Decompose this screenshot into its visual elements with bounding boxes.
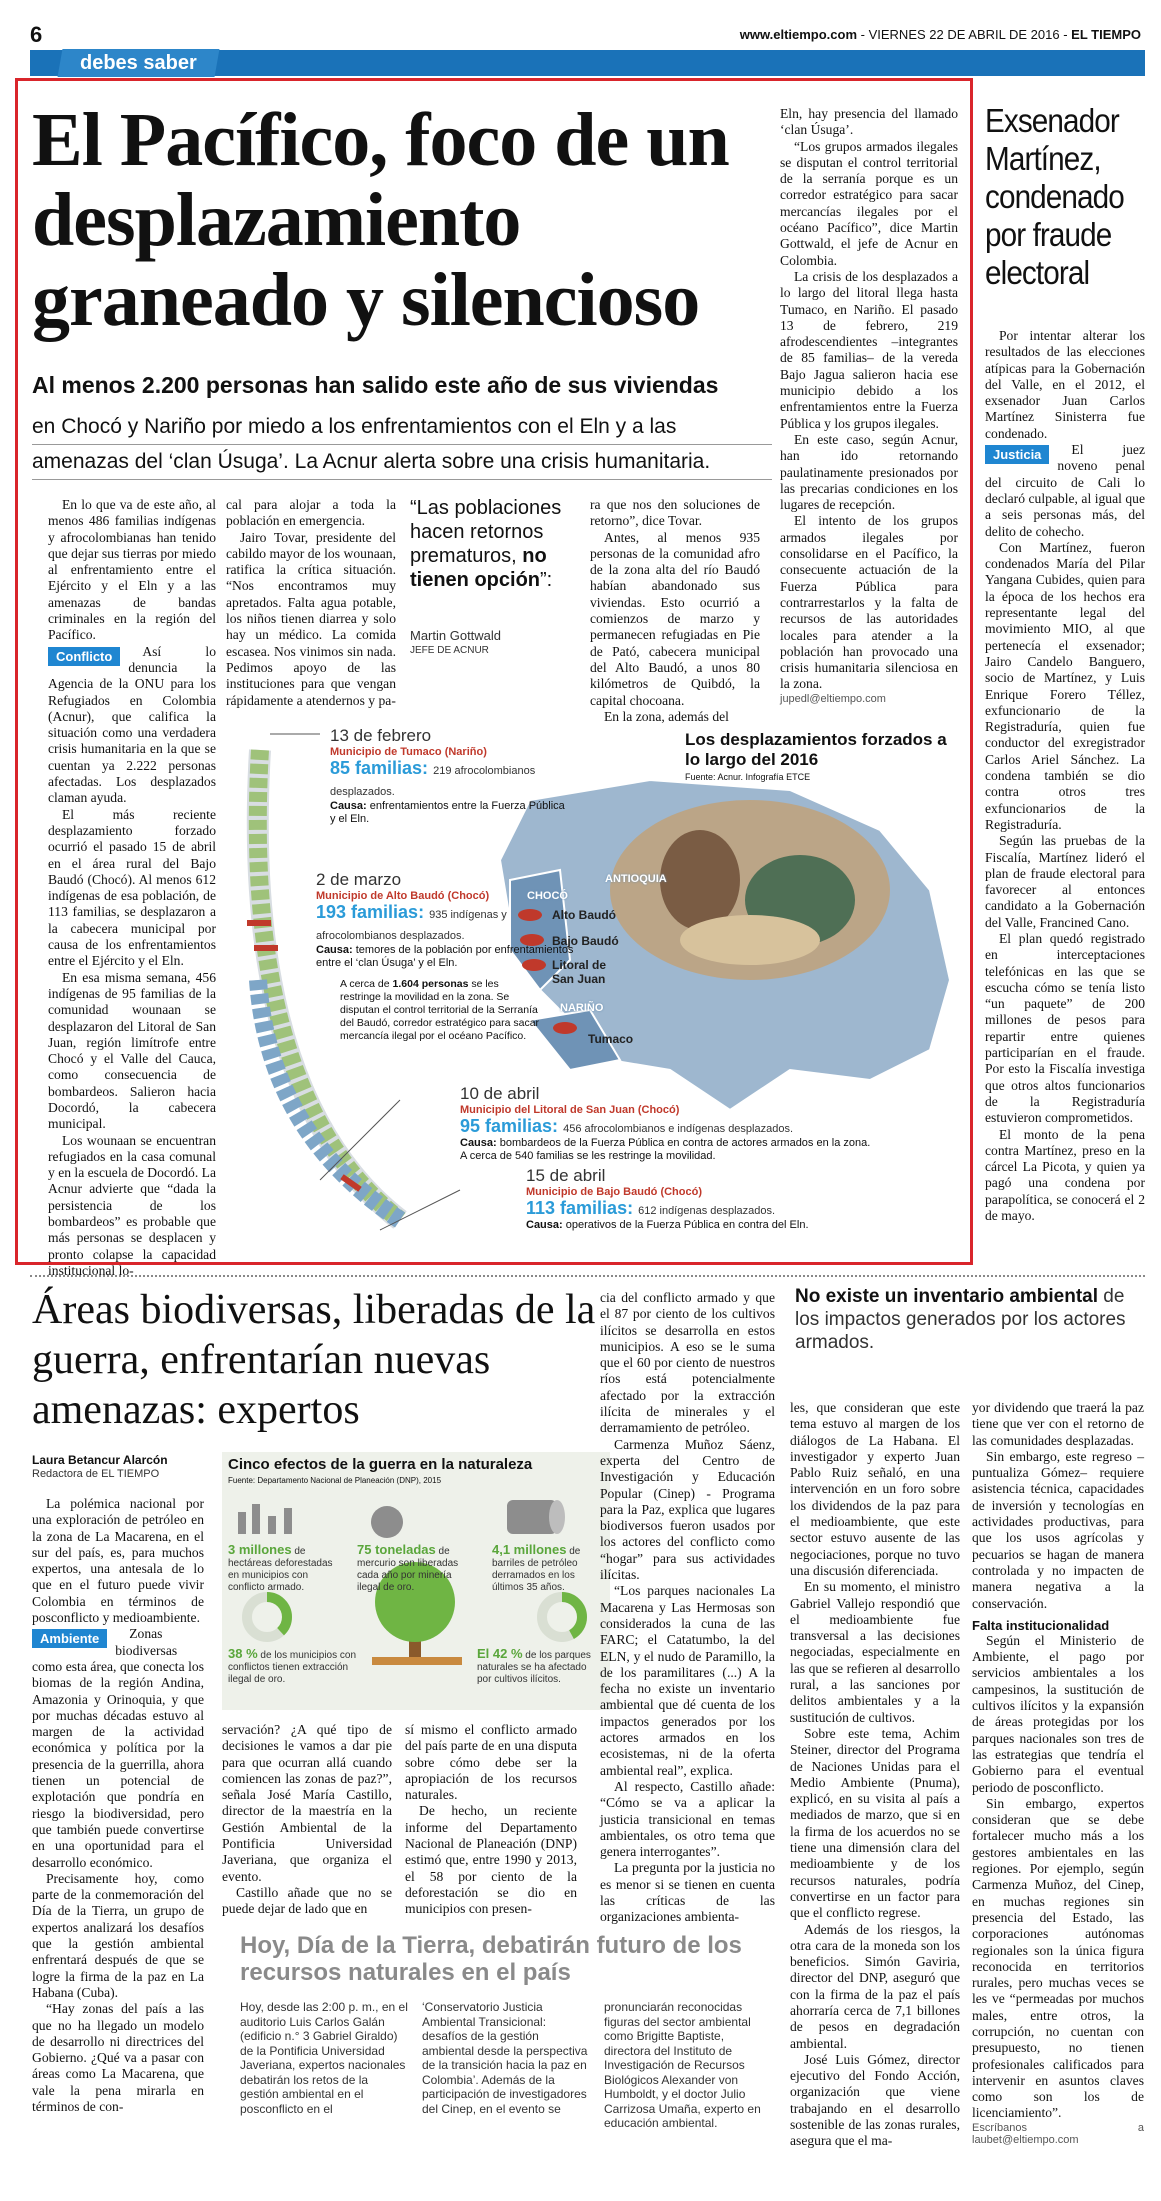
main-col-1: En lo que va de este año, al menos 486 familias indígenas y afrocolombianas han tenido que dejar sus tierras por miedo al enfrentamiento entre el Ejército y el Eln y a las amenazas de bandas criminales en la región del Pacífico. Conflicto Así lo denuncia la Agencia de la ONU para los Refugiados en Colombia (Acnur), que califica la situación como una verdadera crisis humanitaria en la que se cuentan ya 2.222 personas afectadas. Los desplazados claman ayuda. El más reciente desplazamiento forzado ocurrió el pasado 15 de abril en el área rural del Bajo Baudó (Chocó). Al menos 612 indígenas de esa población, de 113 familias, se desplazaron a la cabecera municipal por causa de los enfrentamientos entre el Ejército y el Eln. En esa misma semana, 456 indígenas de 95 familias de la comunidad wounaan se desplazaron del Litoral de San Juan, región limítrofe entre Chocó y el Valle del Cauca, como consecuencia de bombardeos. Salieron hacia Docordó, la cabecera municipal. Los wounaan se encuentran refugiados en la casa comunal y en la escuela de Docordó. La Acnur advierte que “dada la persistencia de los bombardeos” es probable que más personas se desplacen y pronto colapse la capacidad institucional lo- [48, 497, 216, 1278]
main-col-4: Eln, hay presencia del llamado ‘clan Úsuga’. “Los grupos armados ilegales se disputan el control territorial de la serranía porque es un corredor estratégico para sacar mercancías ilegales por el océano Pacífico”, dice Martin Gottwald, el jefe de Acnur en Colombia. La crisis de los desplazados a lo largo del litoral llega hasta Tumaco, en Nariño. El pasado 13 de febrero, 219 afrodescendientes –integrantes de 85 familias– de la vereda Bajo Jagua salieron hacia ese municipio debido a los enfrentamientos entre la Fuerza Pública y los grupos ilegales. En este caso, según Acnur, han ido retornando paulatinamente presionados por las precarias condiciones en los lugares de recepción. El intento de los grupos armados ilegales por consolidarse en el Pacífico, la consecuente actuación de la Fuerza Pública para contrarrestarlos y la falta de recursos de las autoridades locales para atender a la población han provocado una crisis humanitaria silenciosa en la zona. jupedl@eltiempo.com [780, 106, 958, 705]
main-headline: El Pacífico, foco de un desplazamiento graneado y silencioso [32, 98, 729, 342]
displacement-infographic [230, 720, 965, 1265]
section-divider [30, 1275, 1145, 1277]
place-bajo-baudo: Bajo Baudó [552, 934, 619, 948]
mercury-icon [371, 1506, 403, 1538]
earth-day-col-2: ‘Conservatorio Justicia Ambiental Transicional: desafíos de la gestión ambiental desde la perspectiva de la transición hacia la paz en Colombia’. Además de la participación de investigadores del Cinep, en el evento se [422, 2000, 588, 2116]
subhead-falta-institucionalidad: Falta institucionalidad [972, 1617, 1110, 1633]
earth-day-title: Hoy, Día de la Tierra, debatirán futuro de los recursos naturales en el país [240, 1932, 742, 1986]
effect-mercury: 75 toneladas de mercurio son liberadas cada año por minería ilegal de oro. [357, 1542, 459, 1593]
inventory-callout: No existe un inventario ambiental de los impactos generados por los actores armados. [795, 1286, 1126, 1353]
main-col-2: cal para alojar a toda la población en emergencia. Jairo Tovar, presidente del cabildo mayor de los wounaan, ratifica la crítica situación. “Nos encontramos muy apretados. Falta agua potable, los niños tienen diarrea y solo hay un médico. La comida escasea. Nos vinimos sin nada. Pedimos apoyo de las instituciones para que vengan rápidamente a atendernos y pa- [226, 497, 396, 708]
bottom-headline: Áreas biodiversas, liberadas de la guerra, enfrentarían nuevas amenazas: expertos [32, 1287, 596, 1433]
bottom-col-5: les, que consideran que este tema estuvo al margen de los diálogos de La Habana. El investigador y experto Juan Pablo Ruiz señaló, en una intervención en un foro sobre los dividendos de la paz para el medioambiente, que este sector estuvo ausente de las negociaciones, porque no tuvo una discusión diferenciada. En su momento, el ministro Gabriel Vallejo respondió que el medioambiente fue transversal a las decisiones negociadas, especialmente en las que se refieren al desarrollo rural, a las sanciones por delitos ambientales y a la sustitución de cultivos. Sobre este tema, Achim Steiner, director del Programa de Naciones Unidas para el Medio Ambiente (Pnuma), explicó, en su visita al país a mediados de marzo, que si en la firma de los acuerdos no se tiene una dimensión clara del medioambiente y de los recursos naturales, podría convertirse en un factor para que el conflicto regrese. Además de los riesgos, la otra cara de la moneda son los beneficios. Simón Gaviria, director del DNP, aseguró que con la firma de la paz el país ahorraría cerca de 7,1 billones de pesos en degradación ambiental. José Luis Gómez, director ejecutivo del Fondo Acción, organización que viene trabajando en el desarrollo sostenible de las zonas rurales, asegura que el ma- [790, 1400, 960, 2149]
place-alto-baudo: Alto Baudó [552, 908, 616, 922]
region-narino: NARIÑO [560, 1002, 604, 1014]
bottom-col-1: La polémica nacional por una exploración de petróleo en la zona de La Macarena, en el sur del país, es, para muchos expertos, una antesala de lo que en el futuro puede vivir Colombia en términos de posconflicto y medioambiente. Ambiente Zonas biodiversas como esta área, que conecta los biomas de la región Andina, Amazonia y Orinoquia, y que por muchas décadas estuvo al margen de la actividad económica y política por la presencia de la guerrilla, ahora tienen un potencial de explotación que pondría en riesgo la biodiversidad, pero que también puede convertirse en una oportunidad para el desarrollo económico. Precisamente hoy, como parte de la conmemoración del Día de la Tierra, un grupo de expertos analizará los desafíos que la gestión ambiental enfrentará después de que se logre la firma de la paz en La Habana (Cuba). “Hay zonas del país a las que no ha llegado un modelo de desarrollo ni directrices del Gobierno. ¿Qué va a pasar con áreas como La Macarena, que vale la pena mirarla en términos de con- [32, 1496, 204, 2114]
serrania-note: A cerca de 1.604 personas se les restringe la movilidad en la zona. Se disputan el control territorial de la Serranía del Baudó, corredor estratégico para sacar mercancía ilegal por el océano Pacífico. [340, 978, 540, 1042]
masthead-info: www.eltiempo.com - VIERNES 22 DE ABRIL DE 2016 - EL TIEMPO [739, 27, 1141, 42]
section-tab: debes saber [58, 49, 220, 77]
bottom-byline[interactable]: Escríbanos a laubet@eltiempo.com [972, 2121, 1144, 2146]
earth-day-box [222, 1930, 782, 2190]
right-headline: Exsenador Martínez, condenado por fraude electoral [985, 102, 1124, 291]
effect-gold: 38 % de los municipios con conflictos tienen extracción ilegal de oro. [228, 1646, 357, 1685]
infographic-title: Los desplazamientos forzados a lo largo del 2016 [685, 730, 947, 769]
edition-date: VIERNES 22 DE ABRIL DE 2016 [868, 27, 1060, 42]
right-article-body: Por intentar alterar los resultados de las elecciones atípicas para la Gobernación del Valle, en el 2012, el exsenador Juan Carlos Martínez Sinisterra fue condenado. Justicia El juez noveno penal del circuito de Cali lo declaró culpable, al igual que a seis personas más, del delito de cohecho. Con Martínez, fueron condenados María del Pilar Yangana Cubides, quien para la época de los hechos era representante legal del movimiento MIO, al que pertenecía el exsenador; Jairo Candelo Banguero, socio de Martínez, y Luis Enrique Forero Téllez, exfuncionario de la Registraduría, quien fue conductor del exregistrador Carlos Ariel Sánchez. La condena también se dio contra otros tres exfuncionarios de la Registraduría. Según las pruebas de la Fiscalía, Martínez lideró el plan de fraude electoral para favorecer al entonces candidato a la Gobernación del Valle, Francined Cano. El plan quedó registrado en interceptaciones telefónicas en las que se escucha cómo se tenía listo “un paquete” de 200 millones de pesos para repartir entre quienes participarían en el fraude. Por esto la Fiscalía investiga que otros altos funcionarios de la Registraduría estuvieron comprometidos. El monto de la pena contra Martínez, preso en la cárcel La Picota, y quien ya pagó una condena por parapolítica, se conocerá el 2 de mayo. [985, 328, 1145, 1224]
main-byline[interactable]: jupedl@eltiempo.com [780, 692, 886, 705]
region-antioquia: ANTIOQUIA [605, 873, 667, 885]
bottom-col-3: sí mismo el conflicto armado del país parte de en una disputa sobre cómo debe ser la apropiación de los recursos naturales. De hecho, un reciente informe del Departamento Nacional de Planeación (DNP) estimó que, entre 1990 y 2013, el 58 por ciento de la deforestación se dio en municipios con presen- [405, 1722, 577, 1917]
site-url[interactable]: www.eltiempo.com [739, 27, 858, 42]
earth-day-col-3: pronunciarán reconocidas figuras del sector ambiental como Brigitte Baptiste, directora del Instituto de Investigación de Recursos Biológicos Alexander von Humboldt, y el doctor Julio Carrizosa Umaña, experto en educación ambiental. [604, 2000, 761, 2130]
entry-feb-13: 13 de febrero Municipio de Tumaco (Nariño) 85 familias: 219 afrocolombianos desplazados. Causa: enfrentamientos entre la Fuerza Pública y el Eln. [330, 726, 565, 825]
bottom-author-role: Redactora de EL TIEMPO [32, 1468, 160, 1480]
barrel-icon [507, 1500, 565, 1534]
war-effects-box [222, 1452, 610, 1710]
main-col-3: ra que nos den soluciones de retorno”, dice Tovar. Antes, al menos 935 personas de la comunidad afro de la zona alta del río Baudó habían abandonado sus viviendas. Esto ocurrió a comienzos de marzo y permanecen refugiadas en Pie de Pató, cabecera municipal del Alto Baudó, a unos 80 kilómetros de Quibdó, la capital chocoana. En la zona, además del [590, 497, 760, 724]
place-litoral-san-juan: Litoral de San Juan [552, 958, 607, 986]
effect-parks: El 42 % de los parques naturales se ha afectado por cultivos ilícitos. [477, 1646, 591, 1685]
bottom-author: Laura Betancur Alarcón [32, 1453, 168, 1467]
quote-author: Martin Gottwald [410, 628, 502, 643]
entry-apr-15: 15 de abril Municipio de Bajo Baudó (Chocó) 113 familias: 612 indígenas desplazados. Causa: operativos de la Fuerza Pública en contra del Eln. [526, 1166, 809, 1231]
effects-source: Fuente: Departamento Nacional de Planeación (DNP), 2015 [228, 1476, 442, 1485]
entry-mar-2: 2 de marzo Municipio de Alto Baudó (Chocó) 193 familias: 935 indígenas y afrocolombianos desplazados. Causa: temores de la población por enfrentamientos entre el ‘clan Úsuga’ y el Eln. [316, 870, 574, 969]
effects-title: Cinco efectos de la guerra en la naturaleza [228, 1456, 533, 1473]
section-tag-ambiente: Ambiente [32, 1629, 107, 1648]
earth-day-col-1: Hoy, desde las 2:00 p. m., en el auditorio Luis Carlos Galán (edificio n.° 3 Gabriel Giraldo) de la Pontificia Universidad Javeriana, expertos nacionales debatirán los retos de la gestión ambiental en el posconflicto en el [240, 2000, 408, 2116]
section-tag-conflicto: Conflicto [48, 647, 120, 666]
effect-deforestation: 3 millones de hectáreas deforestadas en municipios con conflicto armado. [228, 1542, 333, 1593]
stumps-icon [238, 1504, 292, 1534]
main-deck: en Chocó y Nariño por miedo a los enfrentamientos con el Eln y a las amenazas del ‘clan Úsuga’. La Acnur alerta sobre una crisis humanitaria. [32, 410, 772, 480]
bottom-col-4: cia del conflicto armado y que el 87 por ciento de los cultivos ilícitos se desarrolla en estos municipios. A eso se le suma que el 60 por ciento de nuestros ríos está potencialmente afectado por la extracción ilícita de minerales y el derramamiento de petróleo. Carmenza Muñoz Sáenz, experta del Centro de Investigación y Educación Popular (Cinep) - Programa para la Paz, explica que lugares biodiversos fueron usados por los actores del conflicto como “hogar” para sus actividades ilícitas. “Los parques nacionales La Macarena y Las Hermosas son considerados la cuna de las FARC; el Catatumbo, la del ELN, y el nudo de Paramillo, la de los paramilitares (...) A la fecha no existe un inventario ambiental que dé cuenta de los impactos generados por los actores armados en los ecosistemas, ni de la oferta ambiental real”, explica. Al respecto, Castillo añade: “Cómo se va a aplicar la justicia transicional en temas ambientales, os otro tema que genera interrogantes”. La pregunta por la justicia no es menor si se tienen en cuenta las críticas de las organizaciones ambienta- [600, 1290, 775, 1925]
bottom-col-2: servación? ¿A qué tipo de decisiones le vamos a dar pie para que ocurran allá cuando comiencen las zonas de paz?”, señala José María Castillo, director de la maestría en la Gestión Ambiental de la Pontificia Universidad Javeriana, que organiza el evento. Castillo añade que no se puede dejar de lado que en [222, 1722, 392, 1917]
main-subtitle: Al menos 2.200 personas han salido este año de sus viviendas [32, 372, 719, 398]
pull-quote: “Las poblaciones hacen retornos prematuros, no tienen opción”: [410, 497, 562, 591]
paper-name: EL TIEMPO [1071, 27, 1141, 42]
region-choco: CHOCÓ [527, 890, 568, 902]
page-number: 6 [30, 22, 43, 47]
effect-oil: 4,1 millones de barriles de petróleo derramados en los últimos 35 años. [492, 1542, 581, 1593]
section-tag-justicia: Justicia [985, 445, 1049, 464]
place-tumaco: Tumaco [588, 1032, 634, 1046]
entry-apr-10: 10 de abril Municipio del Litoral de San Juan (Chocó) 95 familias: 456 afrocolombianos e indígenas desplazados. Causa: bombardeos de la Fuerza Pública en contra de actores armados en la zona. A cerca de 540 familias se les restringe la movilidad. [460, 1084, 871, 1162]
bottom-col-6: yor dividendo que traerá la paz tiene que ver con el retorno de las comunidades desplazadas. Sin embargo, este regreso –puntualiza Gómez– requiere asistencia técnica, capacidades de inversión y tecnologías en actividades productivas, para que los usos agrícolas y pecuarios se hagan de manera controlada y no impacten de manera negativa a la conservación. Falta institucionalidad Según el Ministerio de Ambiente, el pago por servicios ambientales a los campesinos, la sustitución de cultivos ilícitos y la expansión de áreas protegidas por los parques nacionales son tres de las estrategias que tendría el Gobierno para el eventual periodo de posconflicto. Sin embargo, expertos consideran que se debe fortalecer mucho más a los gestores ambientales en las regiones. Por ejemplo, según Carmenza Muñoz, del Cinep, en muchas regiones sin presencia del Estado, las corporaciones autónomas regionales son la única figura reconocida en territorios rurales, pero muchas veces se les ve “permeadas por muchos males, entre otros, la corrupción, no cuentan con presupuesto, no tienen profesionales calificados para intervenir en asuntos claves como son los de licenciamiento”. Escríbanos a laubet@eltiempo.com [972, 1400, 1144, 2146]
infographic-source: Fuente: Acnur. Infografía ETCE [685, 772, 811, 782]
quote-role: JEFE DE ACNUR [410, 645, 489, 656]
